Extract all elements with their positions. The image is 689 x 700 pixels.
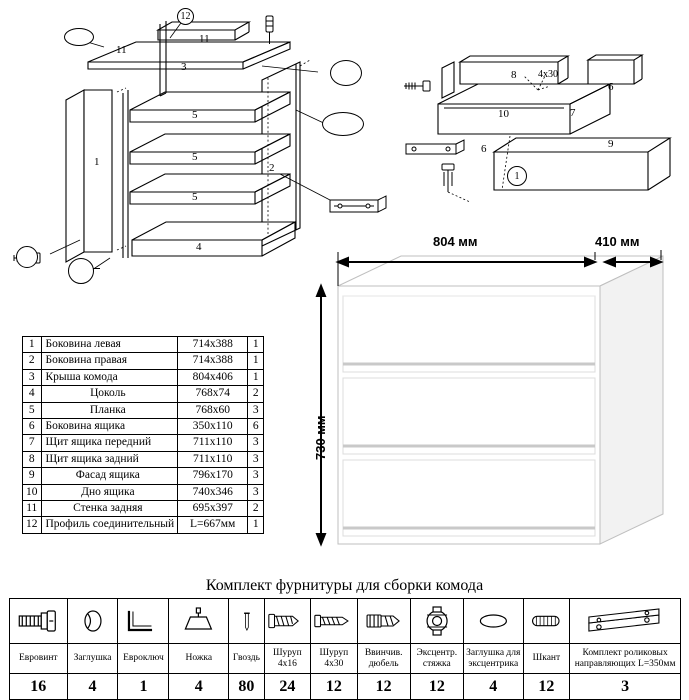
screw-4x30-icon bbox=[311, 599, 358, 644]
part-size: 768х60 bbox=[178, 402, 248, 418]
kit-item-name: Ввинчив. дюбель bbox=[357, 644, 410, 674]
part-qty: 1 bbox=[248, 517, 264, 533]
width-dimension-label: 804 мм bbox=[433, 234, 478, 249]
hardware-kit-table bbox=[9, 598, 681, 700]
part-qty: 1 bbox=[248, 337, 264, 353]
callout-11-left: 11 bbox=[116, 44, 127, 56]
table-row bbox=[23, 484, 264, 500]
callout-1: 1 bbox=[94, 156, 100, 168]
drawer-callout-6-left: 6 bbox=[481, 143, 487, 155]
part-number: 6 bbox=[23, 419, 42, 435]
table-row bbox=[23, 468, 264, 484]
kit-item-name: Шуруп 4х30 bbox=[311, 644, 358, 674]
callout-5-b: 5 bbox=[192, 151, 198, 163]
table-row bbox=[23, 402, 264, 418]
table-row bbox=[23, 517, 264, 533]
callout-5-a: 5 bbox=[192, 109, 198, 121]
part-number: 5 bbox=[23, 402, 42, 418]
callout-5-c: 5 bbox=[192, 191, 198, 203]
kit-item-count: 12 bbox=[311, 674, 358, 700]
part-size: 350х110 bbox=[178, 419, 248, 435]
kit-item-count: 4 bbox=[169, 674, 229, 700]
part-name: Крыша комода bbox=[41, 369, 178, 385]
part-name: Стенка задняя bbox=[41, 501, 178, 517]
detail-marker-1 bbox=[16, 246, 38, 268]
part-name: Боковина левая bbox=[41, 337, 178, 353]
detail-marker-4 bbox=[330, 60, 362, 86]
part-qty: 3 bbox=[248, 468, 264, 484]
table-row bbox=[23, 386, 264, 402]
kit-item-name: Евровинт bbox=[10, 644, 68, 674]
part-qty: 3 bbox=[248, 451, 264, 467]
height-dimension-label: 730 мм bbox=[313, 415, 328, 460]
callout-3: 3 bbox=[181, 61, 187, 73]
table-row bbox=[23, 451, 264, 467]
kit-item-count: 4 bbox=[67, 674, 118, 700]
kit-item-name: Гвоздь bbox=[229, 644, 264, 674]
part-number: 3 bbox=[23, 369, 42, 385]
kit-item-name: Шуруп 4х16 bbox=[264, 644, 311, 674]
part-qty: 1 bbox=[248, 369, 264, 385]
kit-item-count: 12 bbox=[357, 674, 410, 700]
part-size: 714х388 bbox=[178, 337, 248, 353]
part-size: 804х406 bbox=[178, 369, 248, 385]
part-number: 11 bbox=[23, 501, 42, 517]
kit-item-name: Шкант bbox=[523, 644, 570, 674]
kit-item-name: Евроключ bbox=[118, 644, 169, 674]
part-qty: 6 bbox=[248, 419, 264, 435]
kit-item-name: Эксцентр. стяжка bbox=[410, 644, 463, 674]
kit-item-count: 80 bbox=[229, 674, 264, 700]
part-size: 711х110 bbox=[178, 451, 248, 467]
dowel-icon bbox=[523, 599, 570, 644]
part-name: Цоколь bbox=[41, 386, 178, 402]
detail-marker-5 bbox=[322, 112, 364, 136]
callout-12: 12 bbox=[177, 8, 194, 25]
part-number: 10 bbox=[23, 484, 42, 500]
drawer-callout-7: 7 bbox=[570, 107, 576, 119]
part-name: Планка bbox=[41, 402, 178, 418]
kit-item-name: Ножка bbox=[169, 644, 229, 674]
part-number: 8 bbox=[23, 451, 42, 467]
part-number: 2 bbox=[23, 353, 42, 369]
part-name: Щит ящика передний bbox=[41, 435, 178, 451]
drawer-callout-6-right: 6 bbox=[608, 81, 614, 93]
callout-4: 4 bbox=[196, 241, 202, 253]
part-name: Щит ящика задний bbox=[41, 451, 178, 467]
table-row bbox=[23, 353, 264, 369]
eurobolt-icon bbox=[10, 599, 68, 644]
kit-item-name: Заглушка bbox=[67, 644, 118, 674]
drawer-callout-8: 8 bbox=[511, 69, 517, 81]
part-qty: 3 bbox=[248, 402, 264, 418]
part-qty: 3 bbox=[248, 484, 264, 500]
part-size: 714х388 bbox=[178, 353, 248, 369]
detail-marker-2 bbox=[68, 258, 94, 284]
part-size: L=667мм bbox=[178, 517, 248, 533]
part-number: 7 bbox=[23, 435, 42, 451]
detail-marker-3 bbox=[64, 28, 94, 46]
kit-item-count: 16 bbox=[10, 674, 68, 700]
dimensioned-product-view bbox=[305, 234, 677, 558]
table-row bbox=[23, 435, 264, 451]
part-size: 796х170 bbox=[178, 468, 248, 484]
drawer-callout-10: 10 bbox=[498, 108, 509, 120]
hardware-kit-title: Комплект фурнитуры для сборки комода bbox=[205, 577, 484, 594]
kit-item-count: 24 bbox=[264, 674, 311, 700]
part-size: 711х110 bbox=[178, 435, 248, 451]
kit-item-count: 1 bbox=[118, 674, 169, 700]
cap-icon bbox=[67, 599, 118, 644]
callout-11-right: 11 bbox=[199, 33, 210, 45]
part-size: 695х397 bbox=[178, 501, 248, 517]
allen-key-icon bbox=[118, 599, 169, 644]
dowel-screw-icon bbox=[357, 599, 410, 644]
screw-4x16-icon bbox=[264, 599, 311, 644]
kit-item-name: Комплект роликовых направляющих L=350мм bbox=[570, 644, 681, 674]
kit-item-count: 12 bbox=[410, 674, 463, 700]
table-row bbox=[23, 337, 264, 353]
part-number: 9 bbox=[23, 468, 42, 484]
kit-item-name: Заглушка для эксцентрика bbox=[463, 644, 523, 674]
part-name: Дно ящика bbox=[41, 484, 178, 500]
table-row bbox=[23, 501, 264, 517]
part-number: 12 bbox=[23, 517, 42, 533]
part-number: 1 bbox=[23, 337, 42, 353]
drawer-detail-marker: 1 bbox=[507, 166, 527, 186]
foot-icon bbox=[169, 599, 229, 644]
kit-item-count: 3 bbox=[570, 674, 681, 700]
nail-icon bbox=[229, 599, 264, 644]
table-row bbox=[23, 369, 264, 385]
slide-rail-icon bbox=[570, 599, 681, 644]
table-row bbox=[23, 419, 264, 435]
part-name: Боковина правая bbox=[41, 353, 178, 369]
callout-2: 2 bbox=[269, 162, 275, 174]
depth-dimension-label: 410 мм bbox=[595, 234, 640, 249]
part-qty: 3 bbox=[248, 435, 264, 451]
cam-cap-icon bbox=[463, 599, 523, 644]
part-qty: 2 bbox=[248, 386, 264, 402]
part-number: 4 bbox=[23, 386, 42, 402]
parts-table bbox=[22, 336, 264, 534]
part-qty: 2 bbox=[248, 501, 264, 517]
drawer-callout-9: 9 bbox=[608, 138, 614, 150]
kit-item-count: 4 bbox=[463, 674, 523, 700]
part-name: Фасад ящика bbox=[41, 468, 178, 484]
part-name: Боковина ящика bbox=[41, 419, 178, 435]
kit-item-count: 12 bbox=[523, 674, 570, 700]
part-size: 740х346 bbox=[178, 484, 248, 500]
part-qty: 1 bbox=[248, 353, 264, 369]
part-name: Профиль соединительный bbox=[41, 517, 178, 533]
drawer-screw-note: 4х30 bbox=[538, 69, 558, 80]
part-size: 768х74 bbox=[178, 386, 248, 402]
cam-lock-icon bbox=[410, 599, 463, 644]
